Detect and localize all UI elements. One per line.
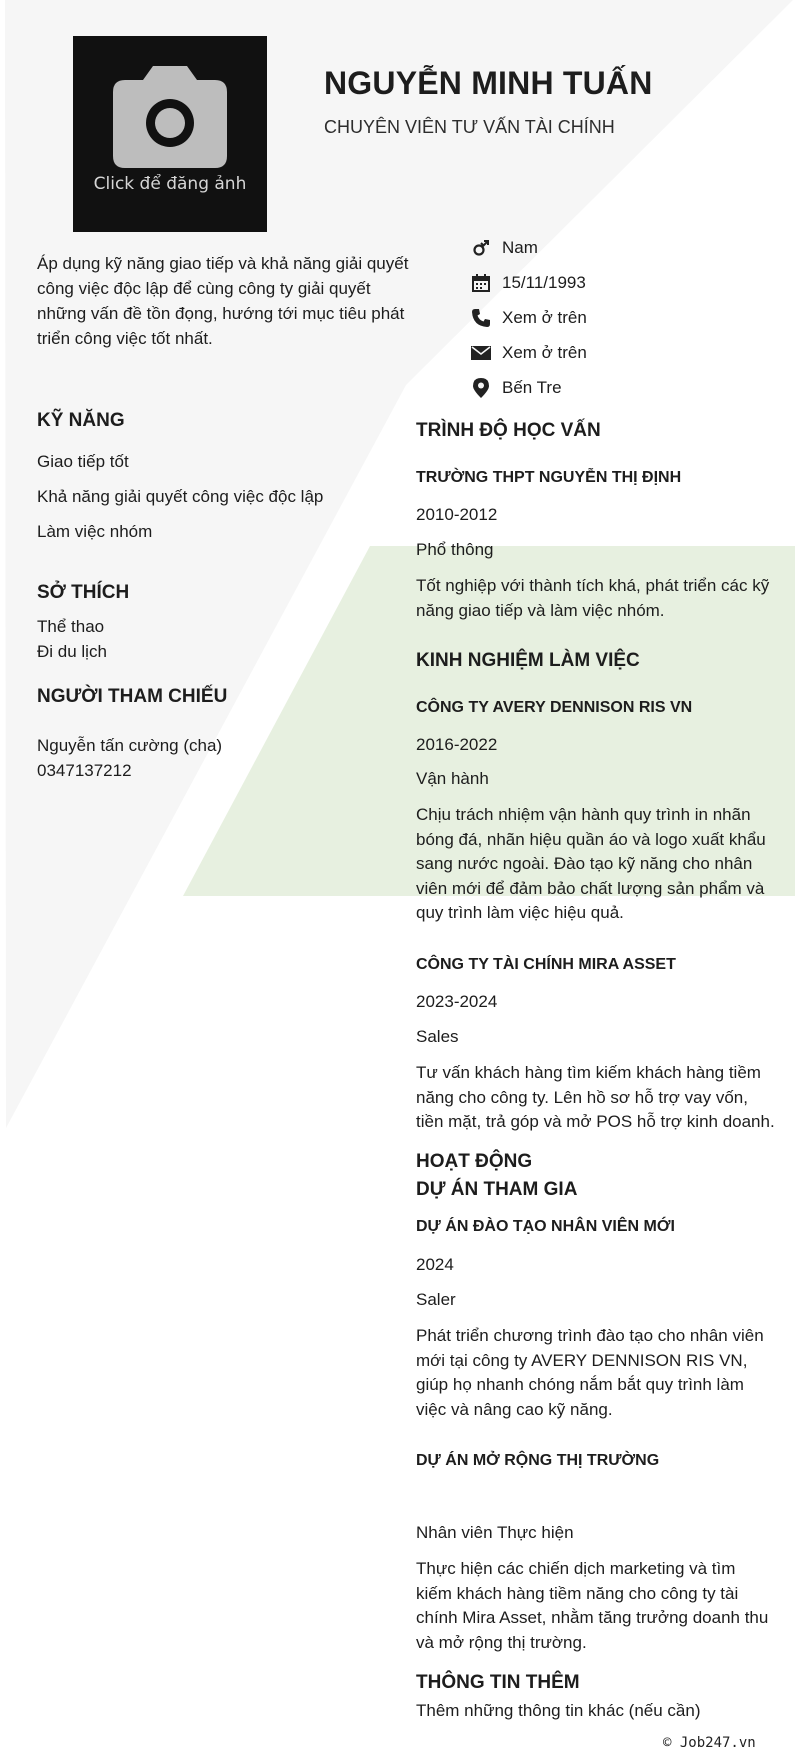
job-period: 2016-2022 — [416, 735, 498, 754]
contact-phone-value: Xem ở trên — [502, 307, 587, 327]
contact-gender — [470, 230, 587, 265]
extra-text: Thêm những thông tin khác (nếu cần) — [416, 1701, 701, 1720]
job-role: Sales — [416, 1027, 459, 1046]
job-period: 2023-2024 — [416, 992, 498, 1011]
contact-address-value: Bến Tre — [502, 377, 562, 397]
project-role: Saler — [416, 1290, 456, 1309]
contact-email-value: Xem ở trên — [502, 342, 587, 362]
camera-icon — [113, 64, 227, 168]
project-description: Thực hiện các chiến dịch marketing và tìm kiếm khách hàng tiềm năng cho công ty tài chính Mira Asset, nhằm tăng trưởng doanh thu và mở rộng thị trường. — [416, 1559, 769, 1652]
skill-item: Giao tiếp tốt — [37, 452, 129, 471]
skills-heading: KỸ NĂNG — [37, 410, 125, 431]
footer-copyright: © Job247.vn — [663, 1735, 756, 1751]
activities-heading: HOẠT ĐỘNG — [416, 1151, 533, 1172]
job-company: CÔNG TY AVERY DENNISON RIS VN — [416, 699, 693, 716]
education-description: Tốt nghiệp với thành tích khá, phát triển các kỹ năng giao tiếp và làm việc nhóm. — [416, 576, 770, 620]
education-level: Phổ thông — [416, 540, 494, 559]
hobby-item: Đi du lịch — [37, 642, 107, 661]
career-objective: Áp dụng kỹ năng giao tiếp và khả năng giải quyết công việc độc lập để cùng công ty giải quyết những vấn đề tồn đọng, hướng tới mục tiêu phát triển công việc tốt nhất. — [37, 254, 409, 348]
experience-heading: KINH NGHIỆM LÀM VIỆC — [416, 650, 640, 671]
job-description: Tư vấn khách hàng tìm kiếm khách hàng tiềm năng cho công ty. Lên hồ sơ hỗ trợ vay vốn, tiền mặt, trả góp và mở POS hỗ trợ kinh doanh. — [416, 1063, 775, 1131]
gender-icon — [470, 237, 492, 259]
job-description: Chịu trách nhiệm vận hành quy trình in nhãn bóng đá, nhãn hiệu quần áo và logo xuất khẩu sang nước ngoài. Đào tạo kỹ năng cho nhân viên mới để đảm bảo chất lượng sản phẩm và quy trình làm việc hiệu quả. — [416, 805, 766, 922]
extra-heading: THÔNG TIN THÊM — [416, 1672, 580, 1693]
location-icon — [470, 377, 492, 399]
job-role: Vận hành — [416, 769, 489, 788]
education-period: 2010-2012 — [416, 505, 498, 524]
contact-birthday — [470, 265, 587, 300]
hobby-item: Thể thao — [37, 617, 105, 636]
project-role: Nhân viên Thực hiện — [416, 1523, 574, 1542]
candidate-name: NGUYỄN MINH TUẤN — [324, 65, 653, 101]
contact-list — [470, 230, 587, 405]
contact-gender-value: Nam — [502, 237, 538, 257]
skill-item: Khả năng giải quyết công việc độc lập — [37, 487, 324, 506]
contact-email — [470, 335, 587, 370]
project-name: DỰ ÁN ĐÀO TẠO NHÂN VIÊN MỚI — [416, 1218, 675, 1235]
job-company: CÔNG TY TÀI CHÍNH MIRA ASSET — [416, 956, 676, 973]
education-heading: TRÌNH ĐỘ HỌC VẤN — [416, 420, 601, 441]
calendar-icon — [470, 272, 492, 294]
project-period: 2024 — [416, 1255, 454, 1274]
reference-line: 0347137212 — [37, 761, 132, 780]
contact-address — [470, 370, 587, 405]
phone-icon — [470, 307, 492, 329]
hobbies-heading: SỞ THÍCH — [37, 582, 130, 603]
references-heading: NGƯỜI THAM CHIẾU — [37, 686, 228, 707]
candidate-title: CHUYÊN VIÊN TƯ VẤN TÀI CHÍNH — [324, 117, 615, 137]
projects-heading: DỰ ÁN THAM GIA — [416, 1179, 578, 1200]
reference-line: Nguyễn tấn cường (cha) — [37, 736, 223, 755]
project-name: DỰ ÁN MỞ RỘNG THỊ TRƯỜNG — [416, 1452, 660, 1469]
contact-phone — [470, 300, 587, 335]
skill-item: Làm việc nhóm — [37, 522, 153, 541]
photo-upload-label: Click để đăng ảnh — [93, 174, 247, 194]
email-icon — [470, 342, 492, 364]
education-school: TRƯỜNG THPT NGUYỄN THỊ ĐỊNH — [416, 469, 682, 486]
photo-upload[interactable] — [73, 36, 267, 232]
project-description: Phát triển chương trình đào tạo cho nhân viên mới tại công ty AVERY DENNISON RIS VN, giúp họ nhanh chóng nắm bắt quy trình làm việc và nâng cao kỹ năng. — [416, 1326, 764, 1419]
contact-birthday-value: 15/11/1993 — [502, 272, 586, 292]
